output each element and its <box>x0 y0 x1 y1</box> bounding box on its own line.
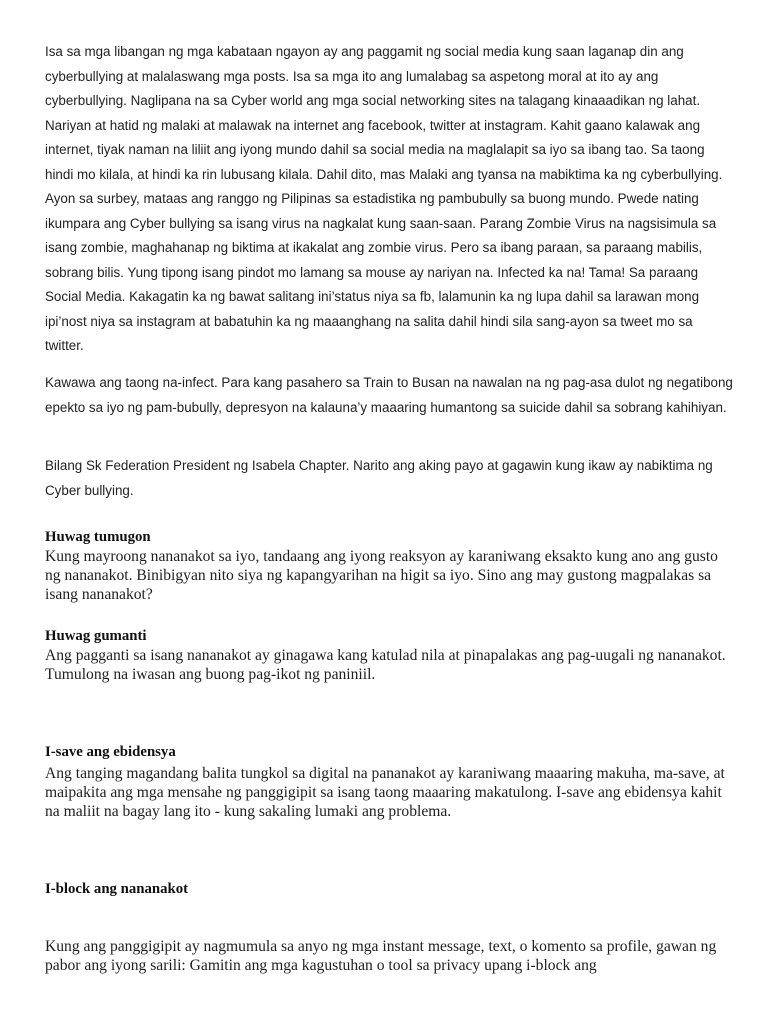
section-body-huwag-tumugon: Kung mayroong nananakot sa iyo, tandaang ang iyong reaksyon ay karaniwang eksakto kung ano ang gusto ng nananakot. Binibigyan nito siya ng kapangyarihan na higit sa iyo. Sino ang may gustong magpalakas sa isang nananakot? <box>45 548 718 603</box>
intro-paragraph-3: Bilang Sk Federation President ng Isabela Chapter. Narito ang aking payo at gagawin kung ikaw ay nabiktima ng Cyber bullying. <box>45 458 713 498</box>
intro-paragraph-2: Kawawa ang taong na-infect. Para kang pasahero sa Train to Busan na nawalan na ng pag-asa dulot ng negatibong epekto sa iyo ng pam-bubully, depresyon na kalauna’y maaaring humantong sa suicide dahil sa sobrang kahihiyan. <box>45 375 733 415</box>
section-heading-i-block-ang-nananakot: I-block ang nananakot <box>45 881 189 897</box>
section-heading-huwag-tumugon: Huwag tumugon <box>45 529 151 545</box>
section-body-huwag-gumanti: Ang pagganti sa isang nananakot ay ginagawa kang katulad nila at pinapalakas ang pag-uugali ng nananakot. Tumulong na iwasan ang buong pag-ikot ng paniniil. <box>45 647 726 683</box>
section-body-i-block-ang-nananakot: Kung ang panggigipit ay nagmumula sa anyo ng mga instant message, text, o komento sa profile, gawan ng pabor ang iyong sarili: Gamitin ang mga kagustuhan o tool sa privacy upang i-block ang <box>45 938 717 974</box>
section-heading-i-save-ang-ebidensya: I-save ang ebidensya <box>45 744 176 760</box>
intro-paragraph-1: Isa sa mga libangan ng mga kabataan ngayon ay ang paggamit ng social media kung saan laganap din ang cyberbullying at malalaswang mga posts. Isa sa mga ito ang lumalabag sa aspetong moral at ito ay ang cyberbullying. Naglipana na sa Cyber world ang mga social networking sites na talagang kinaaadikan ng lahat. Nariyan at hatid ng malaki at malawak na internet ang facebook, twitter at instagram. Kahit gaano kalawak ang internet, tiyak naman na liliit ang iyong mundo dahil sa social media na maglalapit sa iyo sa ibang tao. Sa taong hindi mo kilala, at hindi ka rin lubusang kilala. Dahil dito, mas Malaki ang tyansa na mabiktima ka ng cyberbullying. Ayon sa surbey, mataas ang ranggo ng Pilipinas sa estadistika ng pambubully sa buong mundo. Pwede nating ikumpara ang Cyber bullying sa isang virus na nagkalat kung saan-saan. Parang Zombie Virus na nagsisimula sa isang zombie, maghahanap ng biktima at ikakalat ang zombie virus. Pero sa ibang paraan, sa paraang mabilis, sobrang bilis. Yung tipong isang pindot mo lamang sa mouse ay nariyan na. Infected ka na! Tama! Sa paraang Social Media. Kakagatin ka ng bawat salitang ini’status niya sa fb, lalamunin ka ng lupa dahil sa larawan mong ipi’nost niya sa instagram at babatuhin ka ng maaanghang na salita dahil hindi sila sang-ayon sa tweet mo sa twitter. <box>45 44 723 353</box>
section-body-i-save-ang-ebidensya: Ang tanging magandang balita tungkol sa digital na pananakot ay karaniwang maaaring makuha, ma-save, at maipakita ang mga mensahe ng panggigipit sa isang taong maaaring makatulong. I-save ang ebidensya kahit na maliit na bagay lang ito - kung sakaling lumaki ang problema. <box>45 765 725 820</box>
section-heading-huwag-gumanti: Huwag gumanti <box>45 628 147 644</box>
